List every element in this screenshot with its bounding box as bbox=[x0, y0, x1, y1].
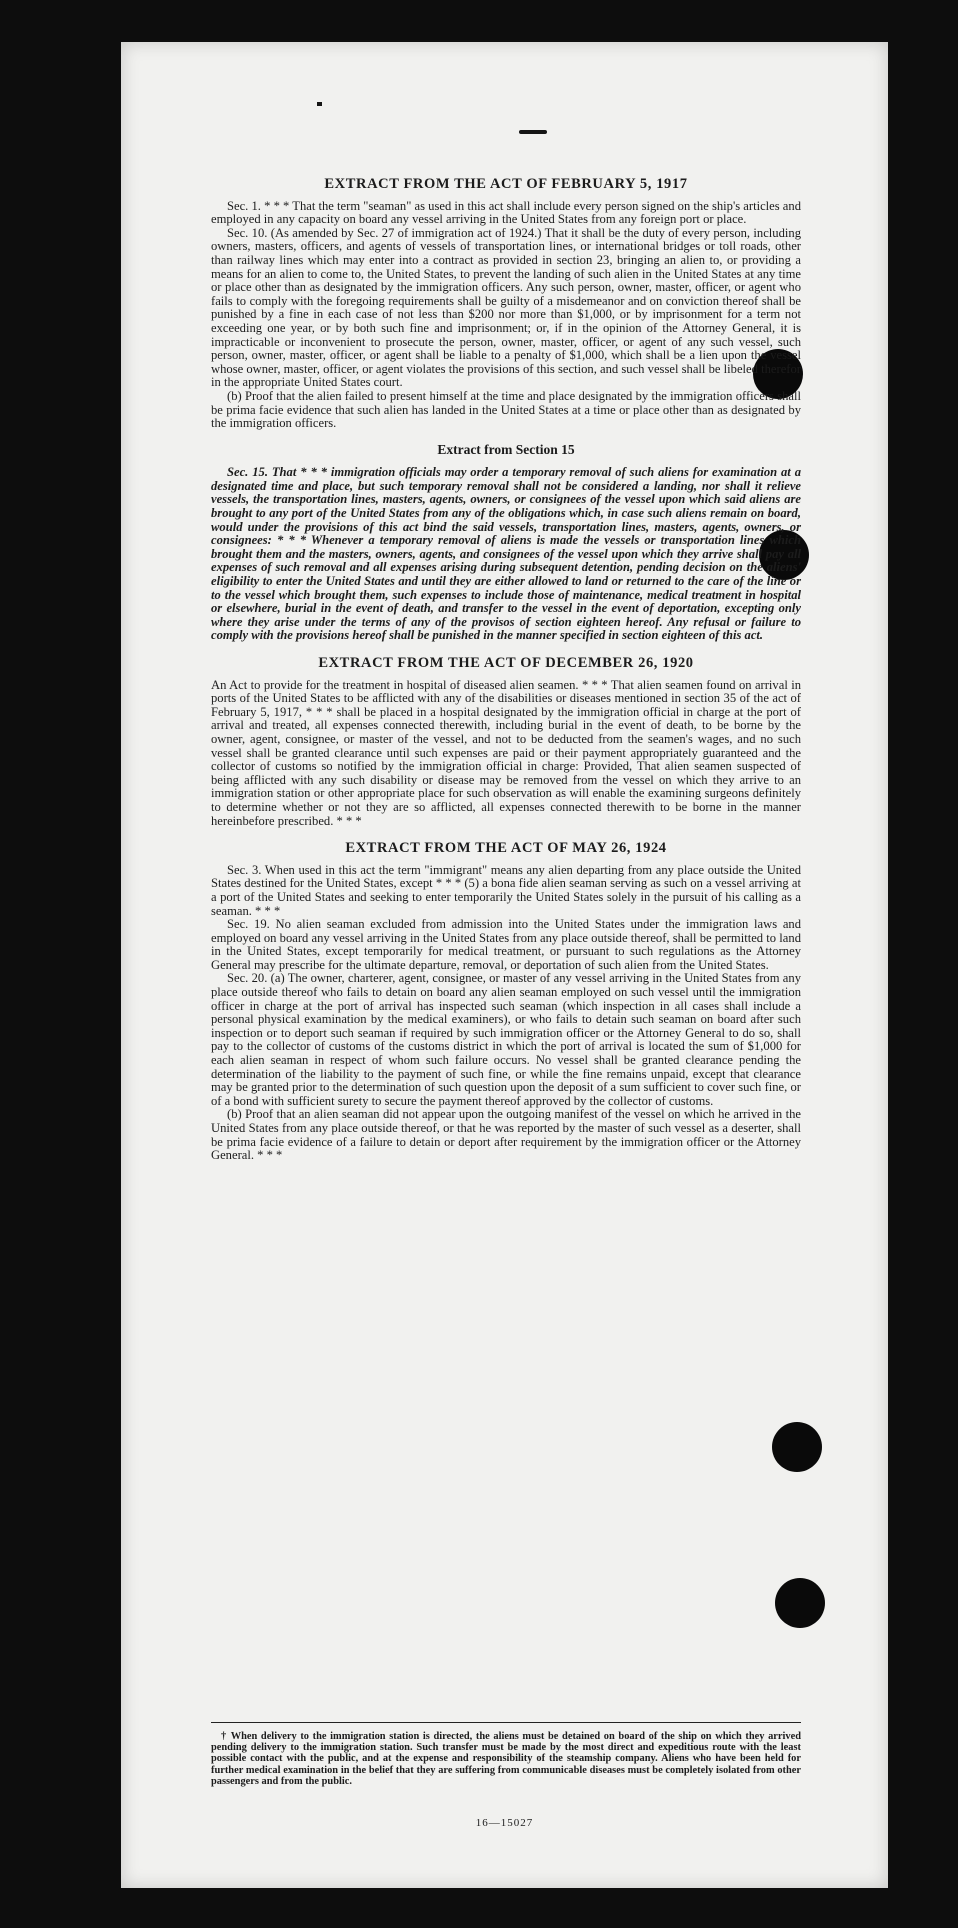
paragraph-sec-19: Sec. 19. No alien seaman excluded from admission into the United States under the immigration laws and employed on board any vessel arriving in the United States from any place outside thereof, shall be permitted to land in the United States, except temporarily for medical treatment, or pursuant to such regulations as the Attorney General may prescribe for the ultimate departure, removal, or deportation of such alien from the United States. bbox=[211, 917, 801, 972]
footnote bbox=[211, 1722, 801, 1787]
document-body bbox=[211, 170, 801, 1163]
document-page bbox=[121, 42, 888, 1888]
paragraph-sec-15: Sec. 15. That * * * immigration officials may order a temporary removal of such aliens for examination at a designated time and place, but such temporary removal shall not be considered a landing, nor shall it relieve vessels, the transportation lines, masters, agents, owners, or consignees of the vessel upon which said aliens are brought to any port of the United States from any of the obligations which, in case such aliens remain on board, would under the provisions of this act bind the said vessels, transportation lines, masters, agents, owners, or consignees: * * * Whenever a temporary removal of aliens is made the vessels or transportation lines which brought them and the masters, owners, agents, and consignees of the vessel upon which they arrive shall pay all expenses of such removal and all expenses arising during subsequent detention, pending decision on the aliens' eligibility to enter the United States and until they are either allowed to land or returned to the care of the line or to the vessel which brought them, such expenses to include those of maintenance, medical treatment in hospital or elsewhere, burial in the event of death, and transfer to the vessel in the event of deportation, excepting only where they arise under the terms of any of the provisos of section eighteen hereof. Any refusal or failure to comply with the provisions hereof shall be punished in the manner specified in section eighteen of this act. bbox=[211, 465, 801, 643]
paragraph-sec-10b: (b) Proof that the alien failed to present himself at the time and place designated by the immigration officers shall be prima facie evidence that such alien has landed in the United States at a time or place other than as designated by the immigration officers. bbox=[211, 388, 801, 431]
ink-speck bbox=[317, 102, 322, 106]
paragraph-sec-10: Sec. 10. (As amended by Sec. 27 of immigration act of 1924.) That it shall be the duty of every person, including owners, masters, officers, and agents of vessels of transportation lines, or international bridges or toll roads, other than railway lines which may enter into a contract as provided in section 23, bringing an alien to, or providing a means for an alien to come to, the United States, to prevent the landing of such alien in the United States at any time or place other than as designated by the immigration officers. Any such person, owner, master, officer, or agent who fails to comply with the foregoing requirements shall be guilty of a misdemeanor and on conviction thereof shall be punished by a fine in each case of not less than $200 nor more than $1,000, or by imprisonment for a term not exceeding one year, or by both such fine and imprisonment; or, if in the opinion of the Attorney General, it is impracticable or inconvenient to prosecute the person, owner, master, officer, or agent of any such vessel, such person, owner, master, officer, or agent shall be liable to a penalty of $1,000, which shall be a lien upon the vessel whose owner, master, officer, or agent violates the provisions of this section, and such vessel shall be libeled therefor in the appropriate United States court. bbox=[211, 225, 801, 390]
subheading-section-15: Extract from Section 15 bbox=[437, 441, 575, 457]
paragraph-sec-20b: (b) Proof that an alien seaman did not appear upon the outgoing manifest of the vessel on which he arrived in the United States from any place outside thereof, or that he was reported by the master of such vessel as a deserter, shall be prima facie evidence of a failure to detain or deport after requirement by the immigration officer or the Attorney General. * * * bbox=[211, 1107, 801, 1163]
paragraph-sec-1: Sec. 1. * * * That the term "seaman" as used in this act shall include every person signed on the ship's articles and employed in any capacity on board any vessel arriving in the United States from any foreign port or place. bbox=[211, 198, 801, 227]
punch-hole bbox=[775, 1578, 825, 1628]
footnote-text: † When delivery to the immigration station is directed, the aliens must be detained on board of the ship on which they arrived pending delivery to the immigration station. Such transfer must be made by the most direct and expeditious route with the least possible contact with the public, and at the expense and responsibility of the steamship company. Aliens who have been held for further medical examination in the belief that they are suffering from communicable diseases must be completely isolated from other passengers and from the public. bbox=[211, 1731, 801, 1787]
ink-mark bbox=[519, 130, 547, 134]
heading-act-1924: EXTRACT FROM THE ACT OF MAY 26, 1924 bbox=[345, 840, 667, 857]
paragraph-act-1920: An Act to provide for the treatment in hospital of diseased alien seamen. * * * That alien seamen found on arrival in ports of the United States to be afflicted with any of the disabilities or diseases mentioned in section 35 of the act of February 5, 1917, * * * shall be placed in a hospital designated by the immigration official in charge at the port of arrival and treated, all expenses connected therewith, including burial in the event of death, to be borne by the owner, agent, consignee, or master of the vessel, and not to be deducted from the seamen's wages, and no such vessel shall be granted clearance until such expenses are paid or their payment appropriately guaranteed and the collector of customs so notified by the immigration official in charge: Provided, That alien seamen suspected of being afflicted with any such disability or disease may be removed from the vessel on which they arrive to an immigration station or other appropriate place for such observation as will enable the examining surgeons definitely to determine whether or not they are so afflicted, all expenses connected therewith to be borne in the manner hereinbefore prescribed. * * * bbox=[211, 677, 801, 828]
form-number: 16—15027 bbox=[475, 1817, 534, 1829]
heading-act-1917: EXTRACT FROM THE ACT OF FEBRUARY 5, 1917 bbox=[324, 176, 688, 192]
paragraph-sec-20: Sec. 20. (a) The owner, charterer, agent, consignee, or master of any vessel arriving in the United States from any place outside thereof who fails to detain on board any alien seaman employed on such vessel until the immigration officer in charge at the port of arrival has inspected such seaman (which inspection in all cases shall include a personal physical examination by the medical examiners), or who fails to detain such seaman on board after such inspection or to deport such seaman if required by such immigration officer or the Attorney General to do so, shall pay to the collector of customs of the customs district in which the port of arrival is located the sum of $1,000 for each alien seaman in respect of whom such failure occurs. No vessel shall be granted clearance pending the determination of the liability to the payment of such fine, or while the fine remains unpaid, except that clearance may be granted prior to the determination of such question upon the deposit of a sum sufficient to cover such fine, or of a bond with sufficient surety to secure the payment thereof approved by the collector of customs. bbox=[211, 971, 801, 1108]
punch-hole bbox=[772, 1422, 822, 1472]
heading-act-1920: EXTRACT FROM THE ACT OF DECEMBER 26, 1920 bbox=[318, 655, 694, 671]
paragraph-sec-3: Sec. 3. When used in this act the term "immigrant" means any alien departing from any place outside the United States destined for the United States, except * * * (5) a bona fide alien seaman serving as such on a vessel arriving at a port of the United States and seeking to enter temporarily the United States solely in the pursuit of his calling as a seaman. * * * bbox=[211, 862, 801, 918]
